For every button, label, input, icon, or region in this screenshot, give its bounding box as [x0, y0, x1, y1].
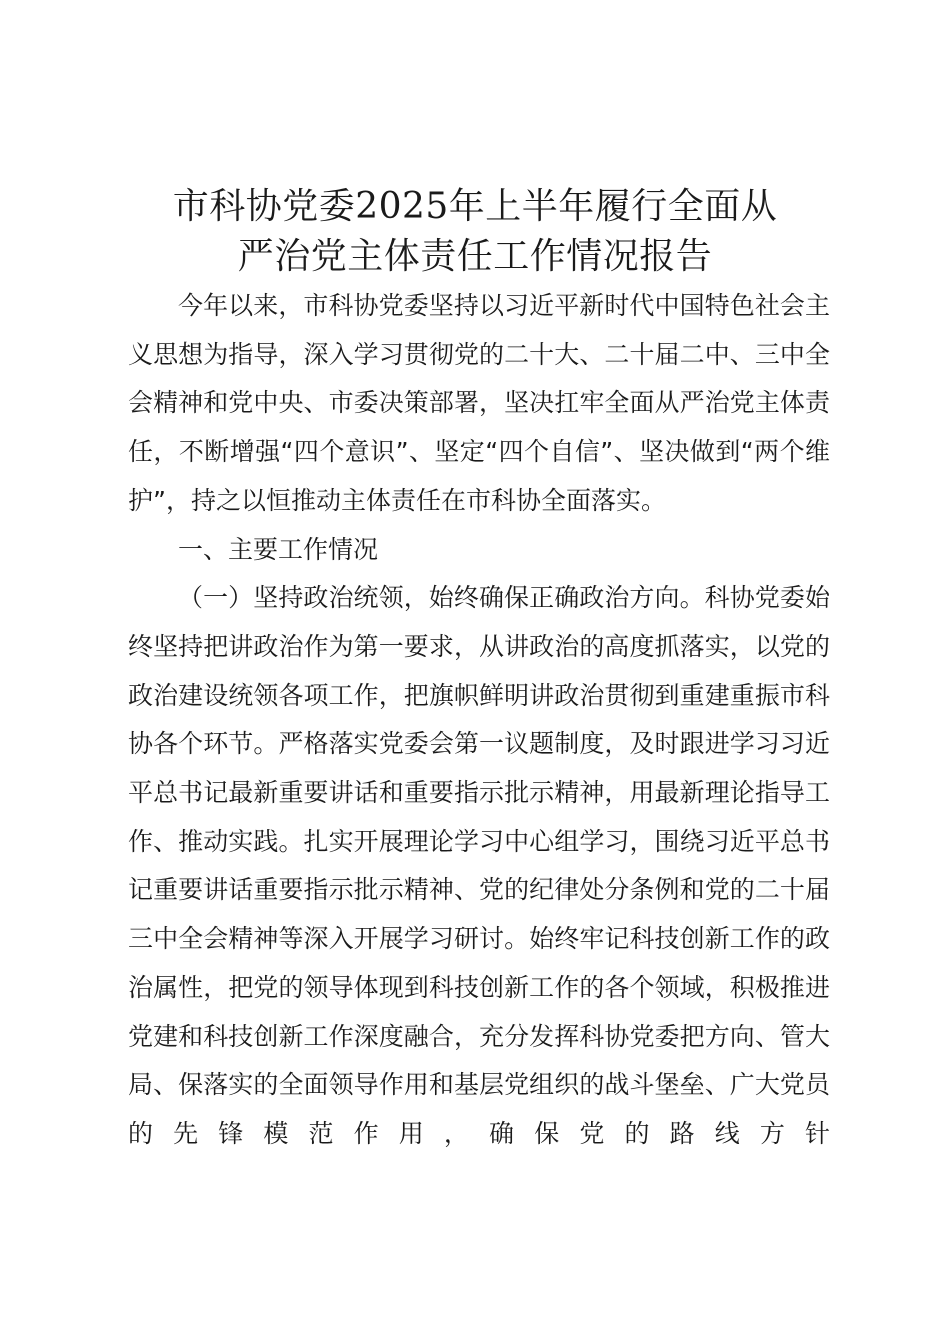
title-line-1: 市科协党委2025年上半年履行全面从	[172, 186, 778, 227]
intro-paragraph: 今年以来，市科协党委坚持以习近平新时代中国特色社会主义思想为指导，深入学习贯彻党的二十大、二十届二中、三中全会精神和党中央、市委决策部署，坚决扛牢全面从严治党主体责任，不断增强“四个意识”、坚定“四个自信”、坚决做到“两个维护”，持之以恒推动主体责任在市科协全面落实。	[128, 291, 830, 515]
document-body	[128, 282, 830, 1159]
document-title	[110, 182, 840, 282]
title-line-2: 严治党主体责任工作情况报告	[237, 236, 713, 277]
section-paragraph: （一）坚持政治统领，始终确保正确政治方向。科协党委始终坚持把讲政治作为第一要求，从讲政治的高度抓落实，以党的政治建设统领各项工作，把旗帜鲜明讲政治贯彻到重建重振市科协各个环节。严格落实党委会第一议题制度，及时跟进学习习近平总书记最新重要讲话和重要指示批示精神，用最新理论指导工作、推动实践。扎实开展理论学习中心组学习，围绕习近平总书记重要讲话重要指示批示精神、党的纪律处分条例和党的二十届三中全会精神等深入开展学习研讨。始终牢记科技创新工作的政治属性，把党的领导体现到科技创新工作的各个领域，积极推进党建和科技创新工作深度融合，充分发挥科协党委把方向、管大局、保落实的全面领导作用和基层党组织的战斗堡垒、广大党员的先锋模范作用，确保党的路线方针	[128, 583, 830, 1148]
section-heading: 一、主要工作情况	[178, 534, 379, 564]
